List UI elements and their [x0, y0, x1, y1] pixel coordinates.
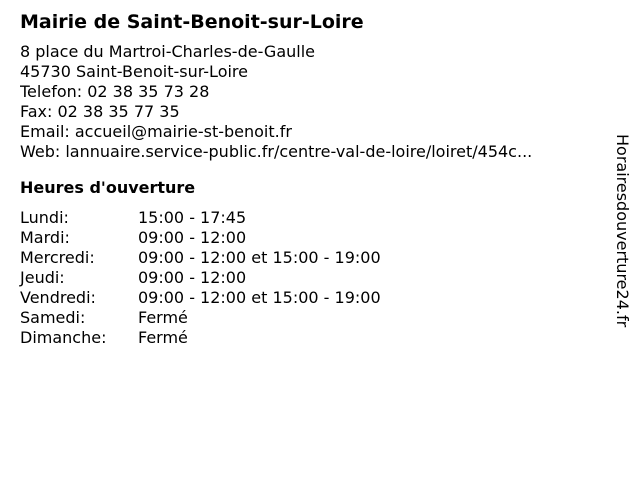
- day-label: Mardi:: [20, 228, 70, 247]
- business-card: [20, 10, 600, 348]
- address-street: 8 place du Martroi-Charles-de-Gaulle: [20, 42, 316, 61]
- website-link: Web: lannuaire.service-public.fr/centre-val-de-loire/loiret/454c...: [20, 142, 533, 161]
- day-label: Lundi:: [20, 208, 69, 227]
- time-value: Fermé: [138, 308, 188, 327]
- day-label: Jeudi:: [20, 268, 65, 287]
- hours-row-tuesday: [20, 228, 600, 248]
- day-label: Vendredi:: [20, 288, 96, 307]
- day-label: Dimanche:: [20, 328, 107, 347]
- phone-number: Telefon: 02 38 35 73 28: [20, 82, 210, 101]
- address-city: 45730 Saint-Benoit-sur-Loire: [20, 62, 248, 81]
- hours-row-thursday: [20, 268, 600, 288]
- time-value: Fermé: [138, 328, 188, 347]
- brand-watermark: Horairesdouverture24.fr: [613, 134, 632, 328]
- day-label: Mercredi:: [20, 248, 95, 267]
- time-value: 09:00 - 12:00: [138, 228, 247, 247]
- time-value: 09:00 - 12:00: [138, 268, 247, 287]
- day-label: Samedi:: [20, 308, 86, 327]
- fax-number: Fax: 02 38 35 77 35: [20, 102, 180, 121]
- hours-row-saturday: [20, 308, 600, 328]
- time-value: 09:00 - 12:00 et 15:00 - 19:00: [138, 248, 381, 267]
- contact-block: [20, 42, 600, 162]
- email-address: Email: accueil@mairie-st-benoit.fr: [20, 122, 292, 141]
- opening-hours-table: [20, 208, 600, 348]
- hours-row-sunday: [20, 328, 600, 348]
- time-value: 09:00 - 12:00 et 15:00 - 19:00: [138, 288, 381, 307]
- hours-row-monday: [20, 208, 600, 228]
- hours-row-wednesday: [20, 248, 600, 268]
- opening-hours-title: Heures d'ouverture: [20, 178, 196, 197]
- page-title: Mairie de Saint-Benoit-sur-Loire: [20, 11, 364, 33]
- hours-row-friday: [20, 288, 600, 308]
- time-value: 15:00 - 17:45: [138, 208, 247, 227]
